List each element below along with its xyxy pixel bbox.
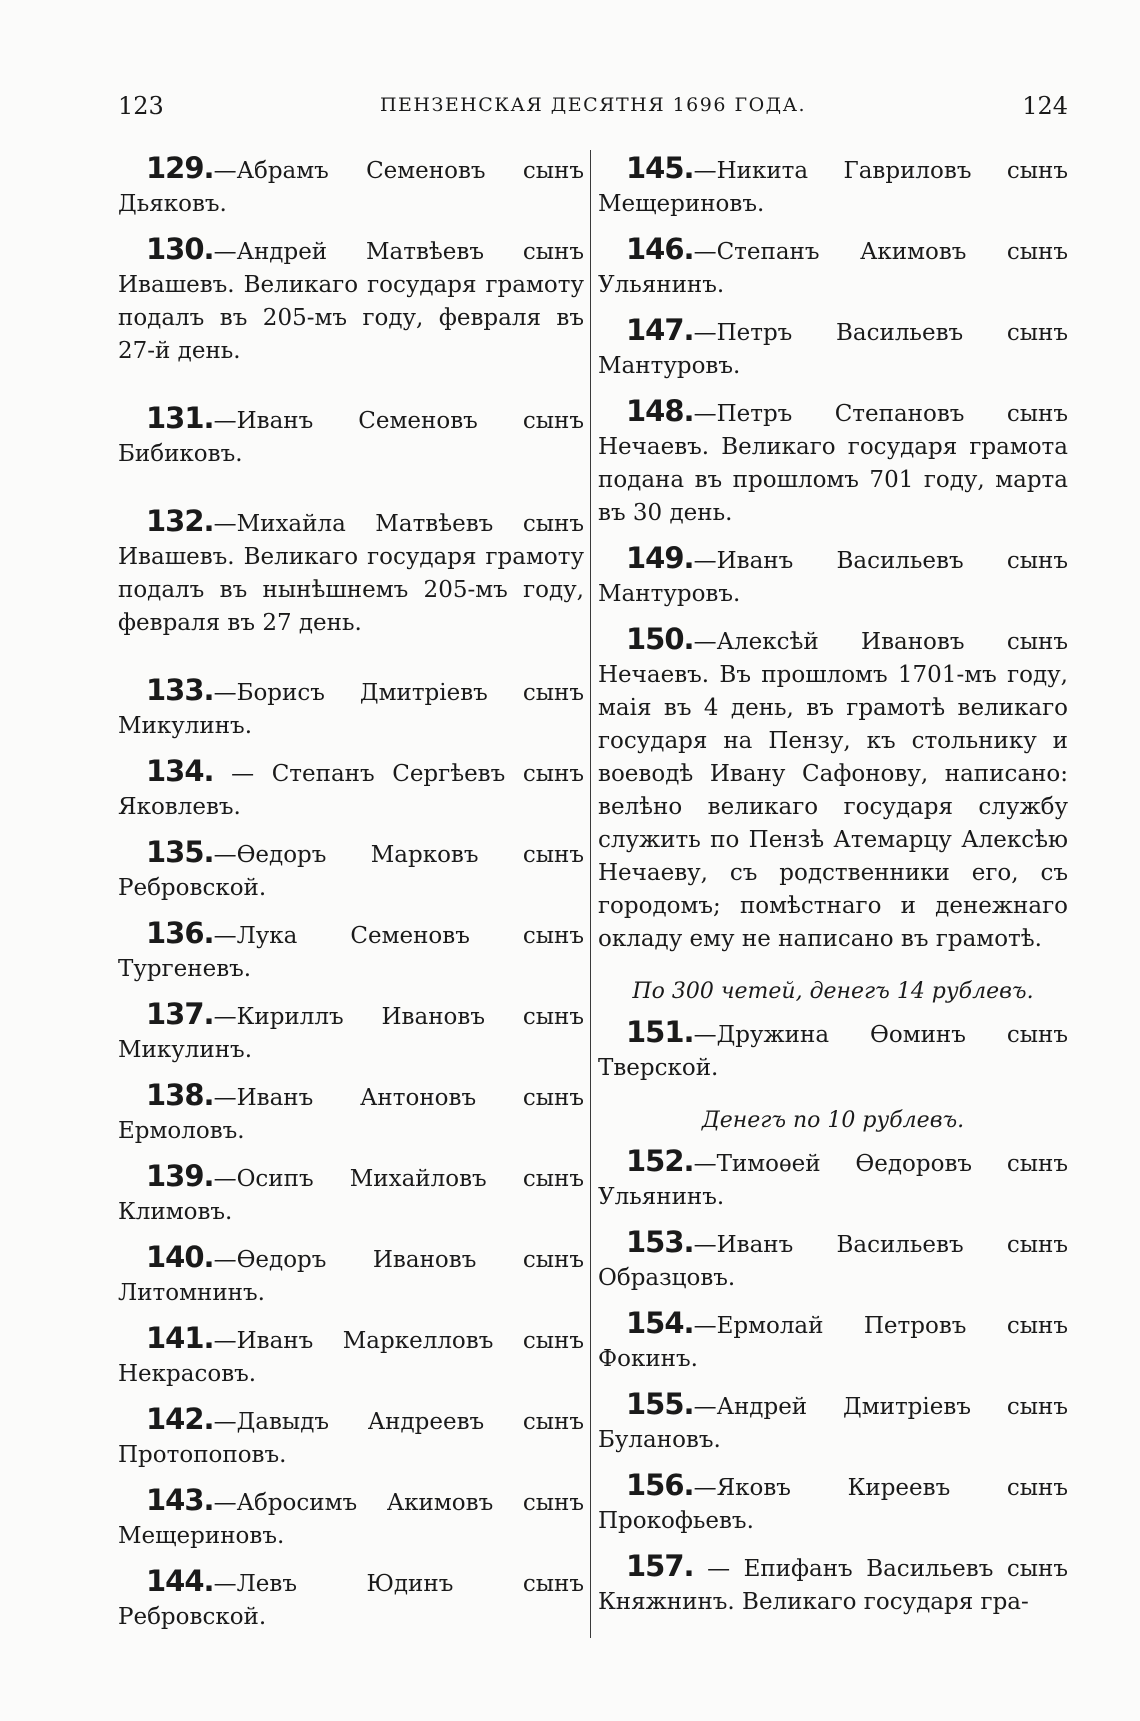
entry-number: 143. [146, 1483, 214, 1517]
section-heading: По 300 четей, денегъ 14 рублевъ. [632, 979, 1034, 1004]
entry-text: —Иванъ Антоновъ сынъ Ермоловъ. [118, 1085, 584, 1144]
entry-number: 157. [626, 1549, 694, 1583]
entry-132 [118, 505, 584, 640]
entry-129 [118, 152, 584, 221]
entry-153 [598, 1226, 1068, 1295]
entry-number: 142. [146, 1402, 214, 1436]
entry-text: —Алексѣй Ивановъ сынъ Нечаевъ. Въ прошломъ 1701-мъ году, маія въ 4 день, въ грамотѣ великаго государя на Пензу, къ стольнику и воеводѣ Ивану Сафонову, написано: велѣно великаго государя службу служить по Пензѣ Атемарцу Алексѣю Нечаеву, съ родственники его, съ городомъ; помѣстнаго и денежнаго окладу ему не написано въ грамотѣ. [598, 629, 1068, 952]
entry-text: —Иванъ Маркелловъ сынъ Некрасовъ. [118, 1328, 584, 1387]
entry-text: —Петръ Степановъ сынъ Нечаевъ. Великаго государя грамота подана въ прошломъ 701 году, марта въ 30 день. [598, 401, 1068, 526]
entry-number: 152. [626, 1144, 694, 1178]
entry-text: —Дружина Ѳоминъ сынъ Тверской. [598, 1022, 1068, 1081]
entry-number: 130. [146, 232, 214, 266]
entry-text: —Кириллъ Ивановъ сынъ Микулинъ. [118, 1004, 584, 1063]
entry-number: 131. [146, 401, 214, 435]
page-number-left: 123 [118, 92, 164, 120]
entry-141 [118, 1322, 584, 1391]
entry-text: — Епифанъ Васильевъ сынъ Княжнинъ. Великаго государя гра- [598, 1556, 1068, 1615]
entry-number: 156. [626, 1468, 694, 1502]
entry-150 [598, 623, 1068, 956]
entry-number: 150. [626, 622, 694, 656]
entry-text: —Давыдъ Андреевъ сынъ Протопоповъ. [118, 1409, 584, 1468]
entry-text: —Ѳедоръ Марковъ сынъ Ребровской. [118, 842, 584, 901]
entry-number: 135. [146, 835, 214, 869]
entry-text: —Иванъ Васильевъ сынъ Мантуровъ. [598, 548, 1068, 607]
entry-text: —Степанъ Акимовъ сынъ Ульянинъ. [598, 239, 1068, 298]
entry-135 [118, 836, 584, 905]
entry-text: —Андрей Дмитріевъ сынъ Булановъ. [598, 1394, 1068, 1453]
entry-149 [598, 542, 1068, 611]
entry-number: 153. [626, 1225, 694, 1259]
entry-142 [118, 1403, 584, 1472]
entry-133 [118, 674, 584, 743]
entry-text: —Абрамъ Семеновъ сынъ Дьяковъ. [118, 158, 584, 217]
entry-text: —Михайла Матвѣевъ сынъ Ивашевъ. Великаго государя грамоту подалъ въ нынѣшнемъ 205-мъ году, февраля въ 27 день. [118, 511, 584, 636]
entry-text: —Яковъ Киреевъ сынъ Прокофьевъ. [598, 1475, 1068, 1534]
entry-151 [598, 1016, 1068, 1085]
entry-text: —Петръ Васильевъ сынъ Мантуровъ. [598, 320, 1068, 379]
entry-154 [598, 1307, 1068, 1376]
entry-152 [598, 1145, 1068, 1214]
entry-130 [118, 233, 584, 368]
entry-139 [118, 1160, 584, 1229]
entry-text: —Осипъ Михайловъ сынъ Климовъ. [118, 1166, 584, 1225]
entry-text: —Борисъ Дмитріевъ сынъ Микулинъ. [118, 680, 584, 739]
entry-text: —Ѳедоръ Ивановъ сынъ Литомнинъ. [118, 1247, 584, 1306]
entry-number: 132. [146, 504, 214, 538]
right-column [598, 152, 1068, 1631]
entry-text: —Андрей Матвѣевъ сынъ Ивашевъ. Великаго государя грамоту подалъ въ 205-мъ году, февраля въ 27-й день. [118, 239, 584, 364]
entry-143 [118, 1484, 584, 1553]
entry-131 [118, 402, 584, 471]
entry-number: 134. [146, 754, 214, 788]
page-number-right: 124 [1022, 92, 1068, 120]
entry-137 [118, 998, 584, 1067]
entry-number: 146. [626, 232, 694, 266]
entry-number: 138. [146, 1078, 214, 1112]
left-column [118, 152, 584, 1646]
entry-146 [598, 233, 1068, 302]
entry-138 [118, 1079, 584, 1148]
entry-number: 155. [626, 1387, 694, 1421]
entry-number: 141. [146, 1321, 214, 1355]
entry-157 [598, 1550, 1068, 1619]
entry-number: 148. [626, 394, 694, 428]
entry-134 [118, 755, 584, 824]
entry-number: 133. [146, 673, 214, 707]
entry-number: 139. [146, 1159, 214, 1193]
entry-156 [598, 1469, 1068, 1538]
entry-number: 136. [146, 916, 214, 950]
entry-number: 151. [626, 1015, 694, 1049]
entry-text: —Тимоѳей Ѳедоровъ сынъ Ульянинъ. [598, 1151, 1068, 1210]
entry-155 [598, 1388, 1068, 1457]
entry-140 [118, 1241, 584, 1310]
entry-text: —Ермолай Петровъ сынъ Фокинъ. [598, 1313, 1068, 1372]
entry-text: — Степанъ Сергѣевъ сынъ Яковлевъ. [118, 761, 584, 820]
entry-number: 147. [626, 313, 694, 347]
entry-number: 145. [626, 151, 694, 185]
entry-text: —Абросимъ Акимовъ сынъ Мещериновъ. [118, 1490, 584, 1549]
entry-text: —Левъ Юдинъ сынъ Ребровской. [118, 1571, 584, 1630]
entry-number: 144. [146, 1564, 214, 1598]
entry-number: 129. [146, 151, 214, 185]
entry-147 [598, 314, 1068, 383]
entry-text: —Никита Гавриловъ сынъ Мещериновъ. [598, 158, 1068, 217]
entry-text: —Иванъ Васильевъ сынъ Образцовъ. [598, 1232, 1068, 1291]
column-divider [590, 150, 591, 1638]
page-title: ПЕНЗЕНСКАЯ ДЕСЯТНЯ 1696 ГОДА. [379, 94, 807, 116]
entry-148 [598, 395, 1068, 530]
entry-144 [118, 1565, 584, 1634]
section-heading: Денегъ по 10 рублевъ. [701, 1108, 965, 1133]
entry-136 [118, 917, 584, 986]
entry-text: —Иванъ Семеновъ сынъ Бибиковъ. [118, 408, 584, 467]
entry-number: 149. [626, 541, 694, 575]
entry-text: —Лука Семеновъ сынъ Тургеневъ. [118, 923, 584, 982]
entry-number: 140. [146, 1240, 214, 1274]
entry-145 [598, 152, 1068, 221]
running-header [118, 92, 1068, 132]
entry-number: 154. [626, 1306, 694, 1340]
entry-number: 137. [146, 997, 214, 1031]
